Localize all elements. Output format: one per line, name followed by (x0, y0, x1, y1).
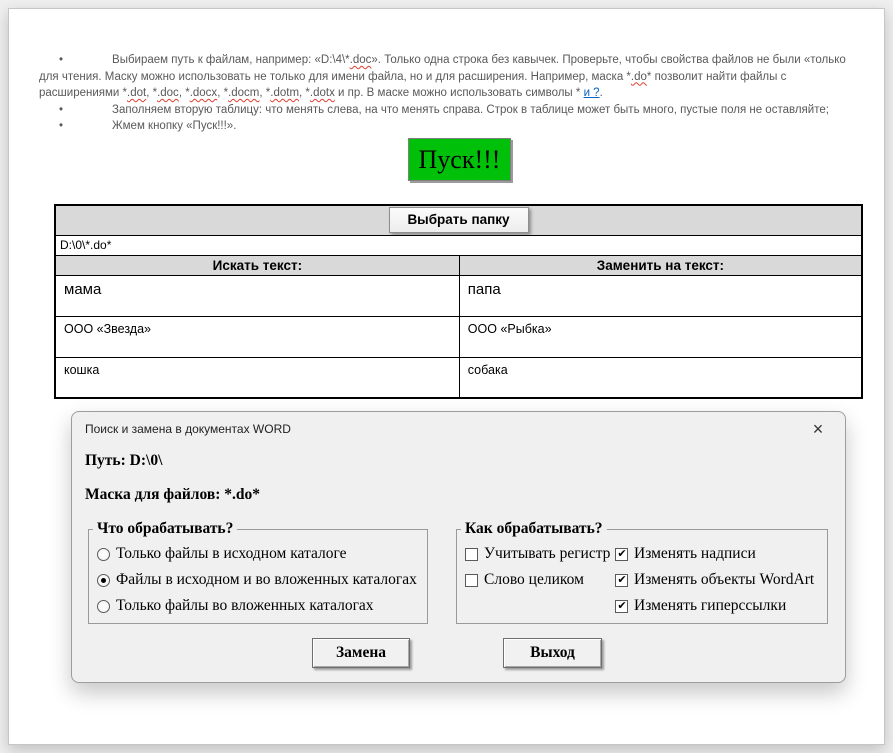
radio-source-only[interactable] (97, 544, 427, 564)
text-segment: , * (259, 87, 271, 99)
text-segment: .doc (157, 87, 179, 99)
how-left-column (457, 538, 611, 590)
replace-column-header: Заменить на текст: (459, 255, 862, 275)
radio-icon[interactable] (97, 548, 110, 561)
checkbox-icon[interactable] (615, 574, 628, 587)
find-cell[interactable]: мама (55, 275, 459, 316)
text-segment: .docm (228, 87, 260, 99)
text-segment: .dotm (270, 87, 300, 99)
replace-cell[interactable]: собака (459, 357, 862, 398)
text-segment: , * (299, 87, 310, 99)
search-replace-dialog (71, 411, 846, 683)
radio-label: Файлы в исходном и во вложенных каталогах (116, 571, 417, 588)
find-column-header: Искать текст: (55, 255, 459, 275)
how-right-column (607, 538, 817, 616)
text-segment: . (599, 87, 603, 99)
replacement-table (54, 204, 863, 399)
text-segment: ». Только одна строка без кавычек. Проверьте, чтобы свойства файлов не были «только для чтения. Маску можно использовать не только для имени файла, но и для расширения. Например, маска * (39, 54, 846, 83)
text-segment: , * (146, 87, 158, 99)
checkbox-label: Изменять гиперссылки (634, 597, 787, 614)
text-segment: .doc (349, 54, 372, 66)
find-cell[interactable]: кошка (55, 357, 459, 398)
table-path-row (55, 235, 862, 255)
text-segment: Заполняем вторую таблицу: что менять слева, на что менять справа. Строк в таблице может быть много, пустые поля не оставляйте; (112, 103, 829, 116)
replace-button[interactable]: Замена (312, 638, 410, 668)
instruction-bullet-3 (39, 118, 861, 135)
groupbox-how-legend: Как обрабатывать? (465, 520, 603, 537)
instruction-text-3 (112, 120, 236, 132)
instruction-bullet-2 (39, 102, 861, 119)
text-segment: и пр. В маске можно использовать символы * (334, 87, 584, 99)
dialog-title: Поиск и замена в документах WORD (85, 422, 291, 436)
path-cell[interactable]: D:\0\*.do* (55, 235, 862, 255)
radio-nested-only[interactable] (97, 596, 427, 616)
text-segment: .docx (189, 87, 218, 99)
table-toolbar-row (55, 205, 862, 235)
checkbox-label: Слово целиком (484, 571, 584, 588)
checkbox-icon[interactable] (465, 574, 478, 587)
groupbox-what-to-process (88, 520, 428, 624)
instruction-bullet-1 (39, 52, 861, 102)
checkbox-whole-word[interactable] (465, 570, 607, 590)
text-segment: Выбираем путь к файлам, например: «D:\4\* (112, 54, 350, 66)
checkbox-label: Изменять надписи (634, 545, 756, 562)
inline-link[interactable]: и ? (583, 87, 600, 99)
table-row (55, 357, 862, 398)
bullet-icon: • (59, 103, 64, 116)
instruction-text-1 (39, 54, 846, 99)
checkbox-icon[interactable] (465, 548, 478, 561)
replace-cell[interactable]: ООО «Рыбка» (459, 316, 862, 357)
checkbox-match-case[interactable] (465, 544, 611, 564)
dialog-path-label: Путь: D:\0\ (85, 452, 163, 469)
text-segment: Жмем кнопку «Пуск!!!». (112, 120, 237, 132)
radio-icon[interactable] (97, 600, 110, 613)
groupbox-what-legend: Что обрабатывать? (97, 520, 234, 537)
start-button[interactable]: Пуск!!! (408, 138, 511, 181)
text-segment: .do (630, 70, 647, 83)
checkbox-icon[interactable] (615, 600, 628, 613)
text-segment: , * (178, 87, 190, 99)
checkbox-change-textboxes[interactable] (615, 544, 817, 564)
groupbox-how-to-process (456, 520, 828, 624)
choose-folder-button[interactable]: Выбрать папку (389, 207, 529, 233)
table-header-row (55, 255, 862, 275)
radio-label: Только файлы во вложенных каталогах (116, 597, 374, 614)
checkbox-label: Учитывать регистр (484, 545, 611, 562)
bullet-icon: • (59, 120, 64, 132)
close-icon[interactable]: × (812, 418, 824, 439)
replace-cell[interactable]: папа (459, 275, 862, 316)
radio-icon[interactable] (97, 574, 110, 587)
text-segment: * позволит найти файлы с расширениями * (39, 70, 787, 99)
checkbox-icon[interactable] (615, 548, 628, 561)
document-page (8, 8, 885, 745)
bullet-icon: • (59, 54, 64, 66)
table-row (55, 316, 862, 357)
table-row (55, 275, 862, 316)
checkbox-change-wordart[interactable] (615, 570, 817, 590)
radio-source-and-nested[interactable] (97, 570, 427, 590)
radio-label: Только файлы в исходном каталоге (116, 545, 347, 562)
checkbox-label: Изменять объекты WordArt (634, 571, 815, 588)
instruction-text-2 (112, 104, 829, 116)
text-segment: .dot (127, 87, 147, 99)
text-segment: .dotx (309, 87, 335, 99)
instructions-list (39, 52, 861, 135)
exit-button[interactable]: Выход (503, 638, 602, 668)
find-cell[interactable]: ООО «Звезда» (55, 316, 459, 357)
text-segment: , * (217, 87, 229, 99)
dialog-mask-label: Маска для файлов: *.do* (85, 486, 260, 503)
checkbox-change-hyperlinks[interactable] (615, 596, 817, 616)
